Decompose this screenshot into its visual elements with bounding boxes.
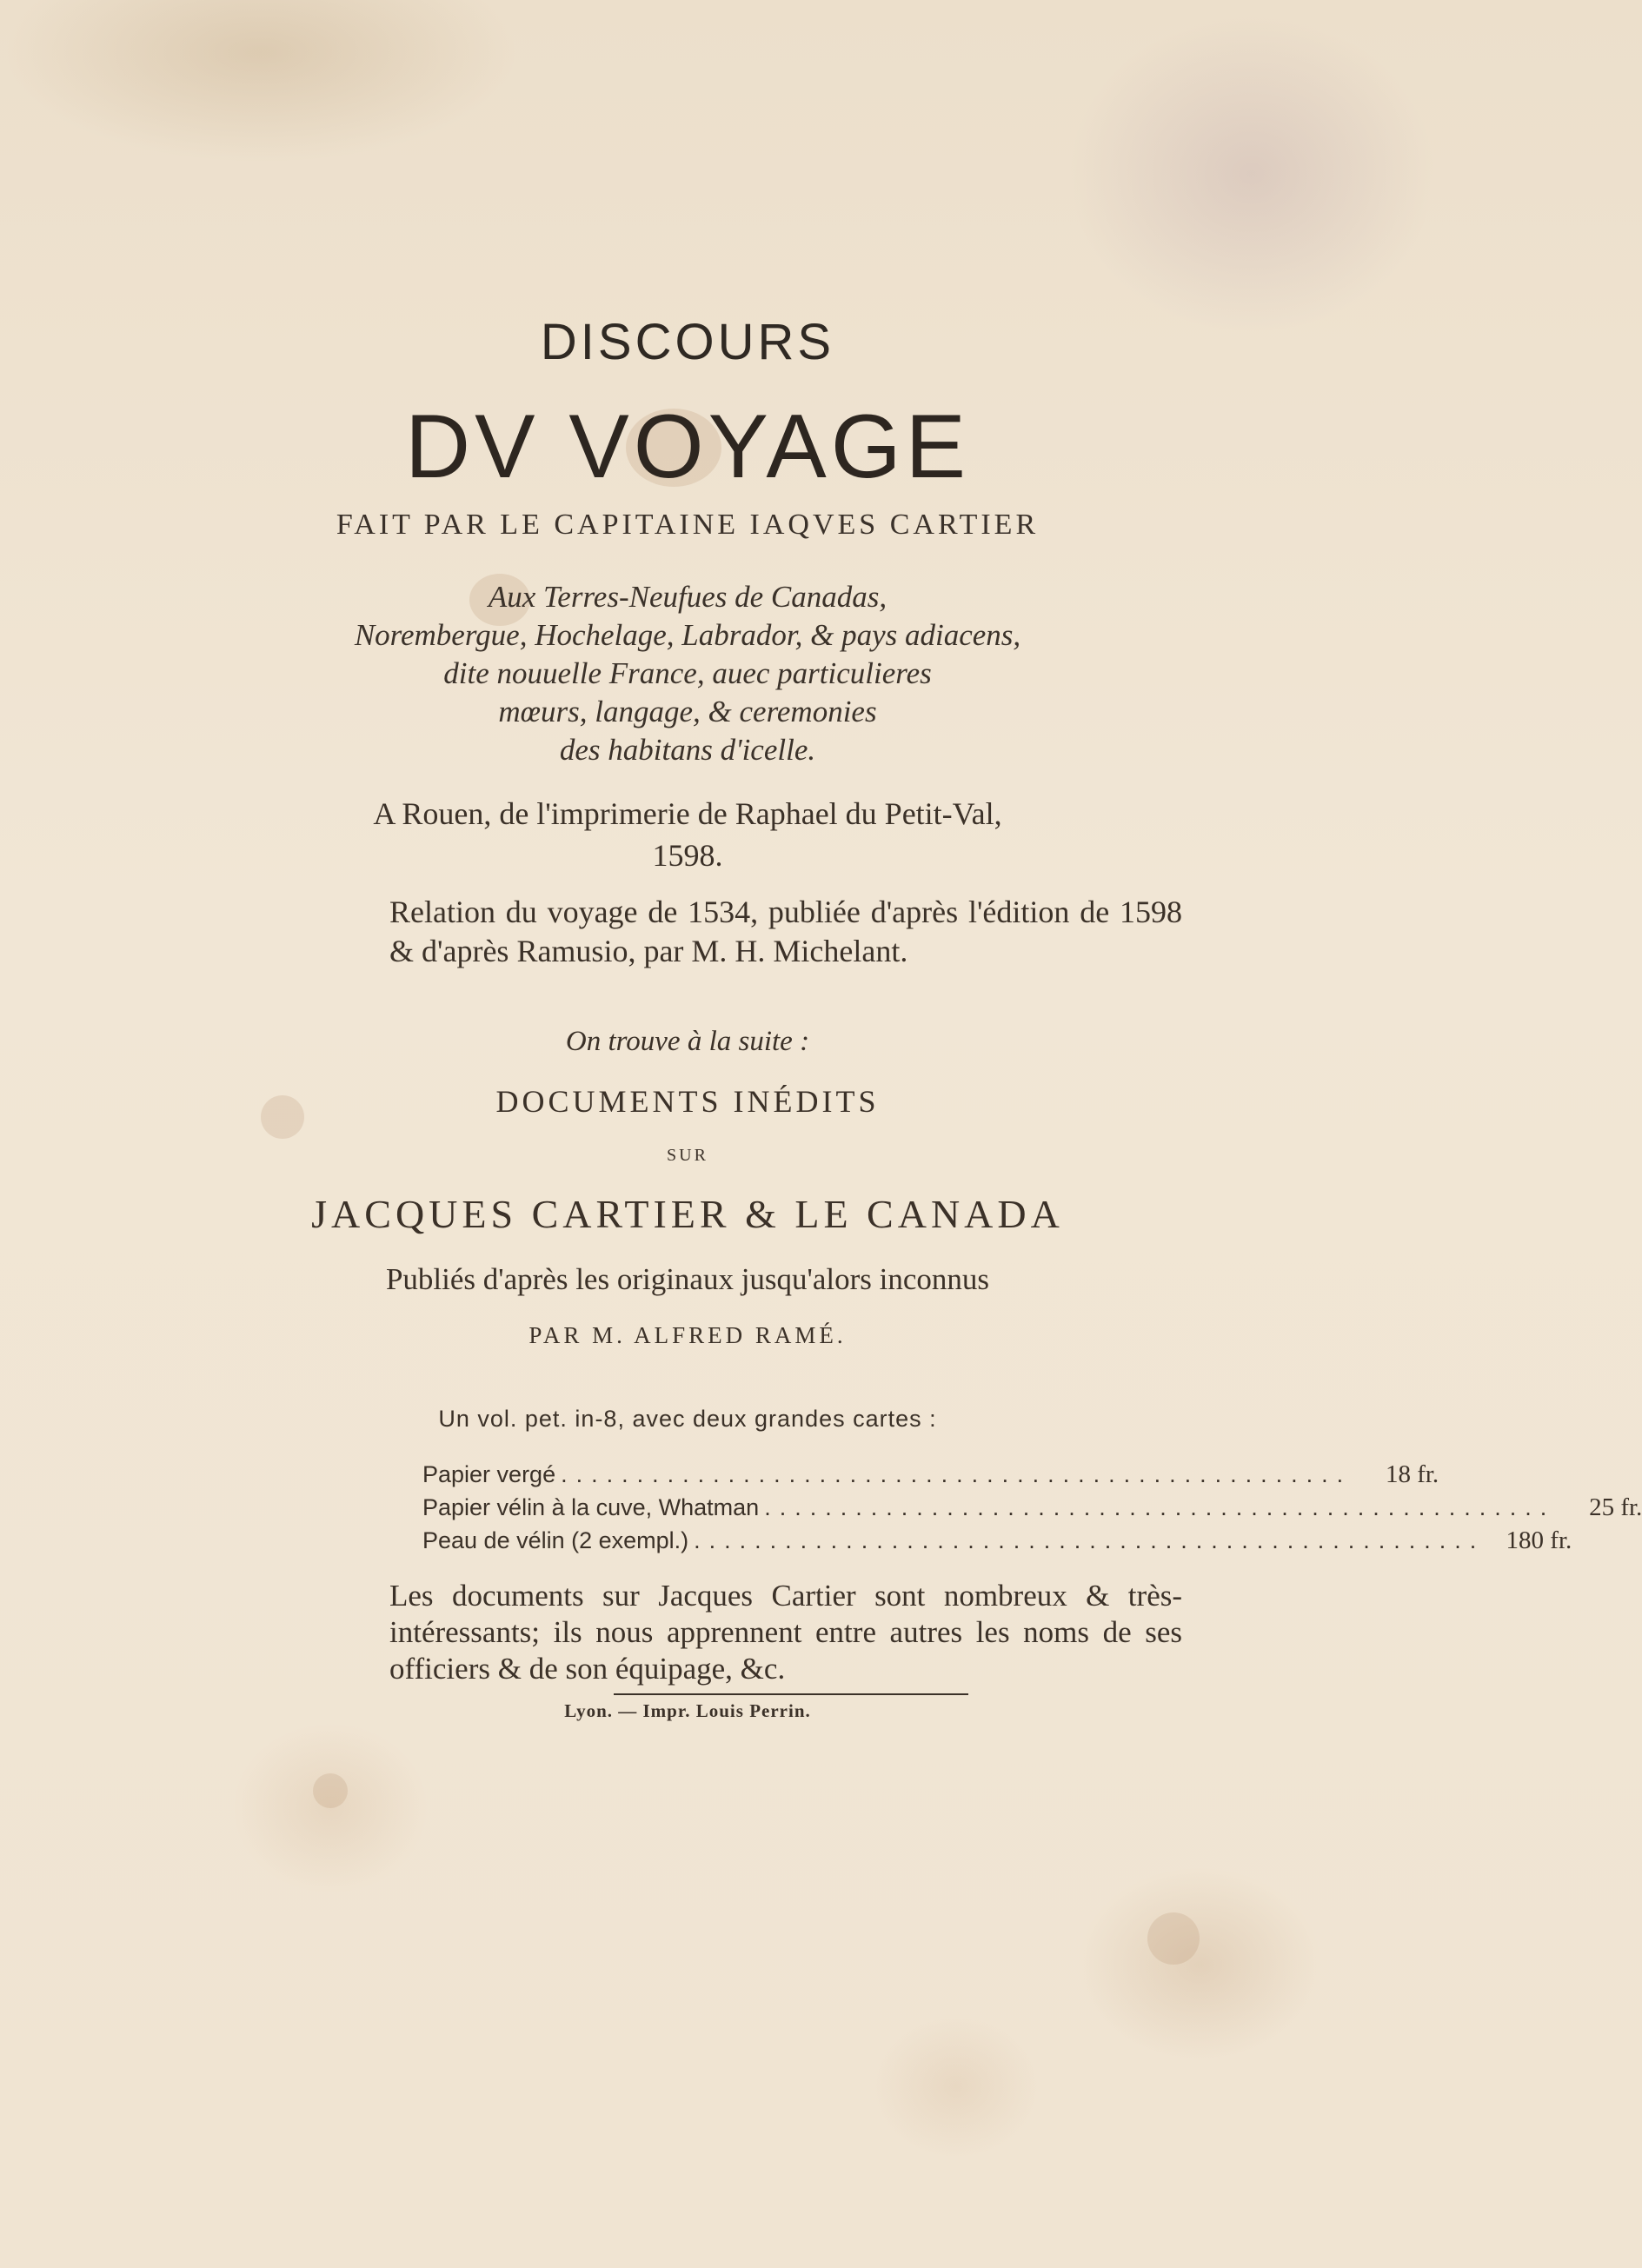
- imprint-line: Lyon. — Impr. Louis Perrin.: [564, 1700, 811, 1721]
- author-line: PAR M. ALFRED RAMÉ.: [528, 1322, 847, 1348]
- leader-dots: ....................................................: [764, 1494, 1556, 1520]
- price-row: [422, 1493, 1642, 1526]
- on-trouve-heading: On trouve à la suite :: [565, 1026, 810, 1057]
- italic-line-1: Aux Terres-Neufues de Canadas,: [488, 580, 887, 614]
- jacques-cartier-heading: JACQUES CARTIER & LE CANADA: [311, 1192, 1064, 1236]
- price-value: 180 fr.: [1506, 1526, 1572, 1554]
- publication-year: 1598.: [652, 838, 723, 873]
- documents-note: Les documents sur Jacques Cartier sont nombreux & très-intéressants; ils nous apprennent entre autres les noms de ses officiers & de son équipage, &c.: [389, 1579, 1182, 1686]
- italic-line-3: dite nouuelle France, auec particulieres: [443, 656, 932, 690]
- volume-line: Un vol. pet. in-8, avec deux grandes cartes :: [438, 1406, 937, 1432]
- title-discours: DISCOURS: [540, 314, 835, 370]
- italic-line-2: Norembergue, Hochelage, Labrador, & pays adiacens,: [354, 618, 1021, 652]
- price-label: Papier vélin à la cuve, Whatman: [422, 1494, 760, 1520]
- documents-heading: DOCUMENTS INÉDITS: [495, 1084, 880, 1119]
- price-row: [422, 1526, 1572, 1560]
- imprint-rule: [614, 1693, 968, 1695]
- publisher-line: A Rouen, de l'imprimerie de Raphael du Petit-Val,: [373, 796, 1002, 831]
- sur-label: SUR: [667, 1146, 708, 1165]
- italic-line-4: mœurs, langage, & ceremonies: [498, 695, 877, 728]
- relation-paragraph: Relation du voyage de 1534, publiée d'après l'édition de 1598 & d'après Ramusio, par M. H. Michelant.: [389, 895, 1182, 968]
- price-value: 25 fr.: [1589, 1493, 1642, 1521]
- price-label: Peau de vélin (2 exempl.): [422, 1527, 689, 1553]
- italic-line-5: des habitans d'icelle.: [559, 733, 816, 767]
- title-du-voyage: DV VOYAGE: [405, 396, 970, 497]
- leader-dots: ....................................................: [694, 1527, 1486, 1553]
- title-subtitle: FAIT PAR LE CAPITAINE IAQVES CARTIER: [336, 509, 1040, 541]
- price-value: 18 fr.: [1385, 1460, 1439, 1488]
- price-row: [422, 1460, 1439, 1493]
- price-label: Papier vergé: [422, 1461, 556, 1487]
- leader-dots: ....................................................: [561, 1461, 1353, 1487]
- publies-line: Publiés d'après les originaux jusqu'alors inconnus: [385, 1262, 990, 1296]
